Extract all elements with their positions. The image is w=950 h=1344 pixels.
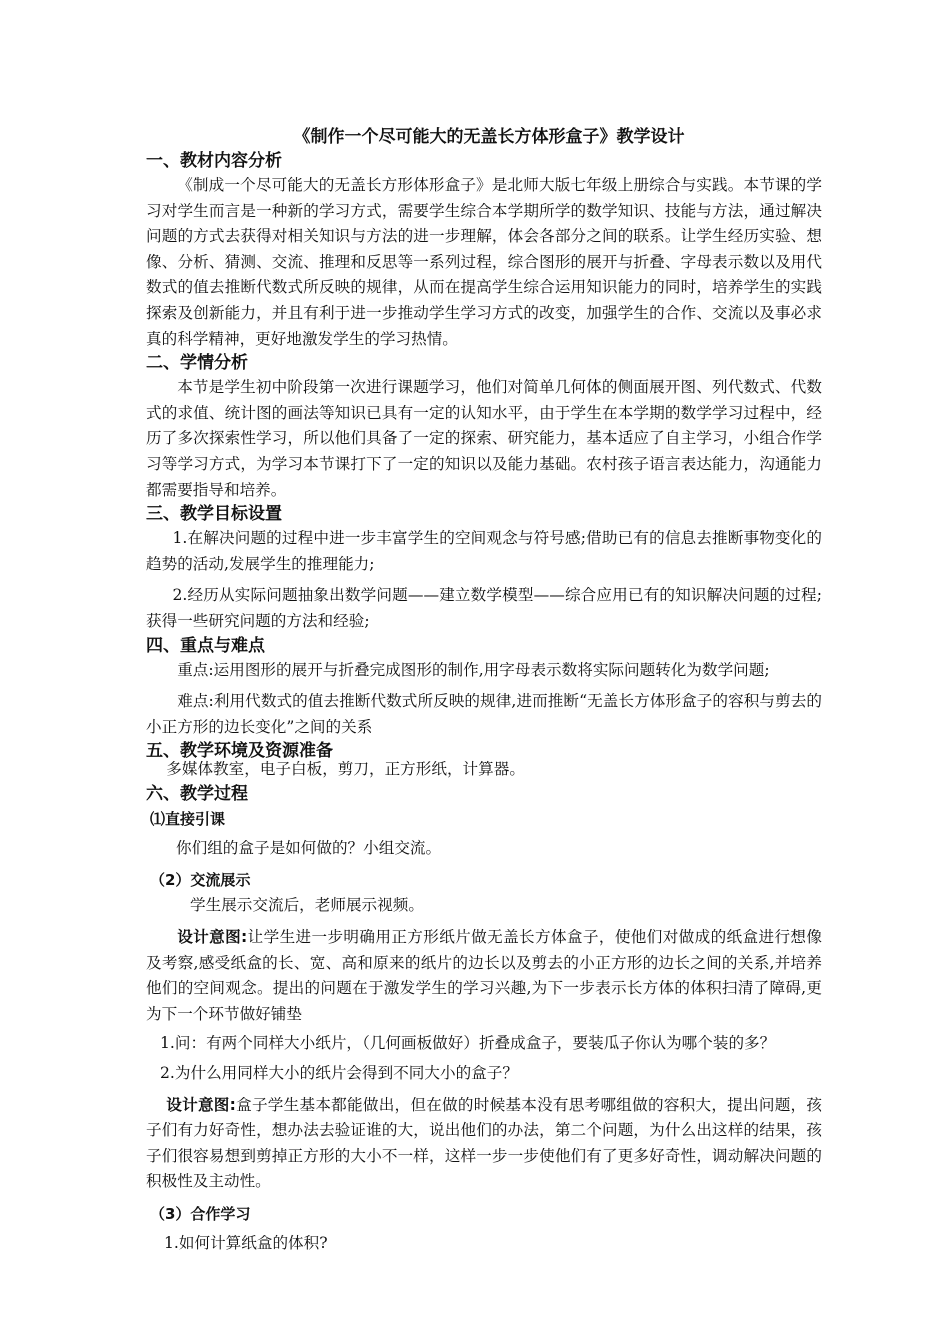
document-title: 《制作一个尽可能大的无盖长方体形盒子》教学设计 <box>293 127 685 147</box>
key-point: 重点:运用图形的展开与折叠完成图形的制作,用字母表示数将实际问题转化为数学问题; <box>177 660 770 679</box>
section-5-paragraph: 多媒体教室，电子白板，剪刀，正方形纸，计算器。 <box>166 760 525 779</box>
design-intent-2 <box>146 1093 822 1195</box>
design-intent-label: 设计意图: <box>166 1095 236 1114</box>
section-1-paragraph: 《制成一个尽可能大的无盖长方形体形盒子》是北师大版七年级上册综合与实践。本节课的学习对学生而言是一种新的学习方式，需要学生综合本学期所学的数学知识、技能与方法，通过解决问题的方式去获得对相关知识与方法的进一步理解，体会各部分之间的联系。让学生经历实验、想像、分析、猜测、交流、推理和反思等一系列过程，综合图形的展开与折叠、字母表示数以及用代数式的值去推断代数式所反映的规律，从而在提高学生综合运用知识能力的同时，培养学生的实践探索及创新能力，并且有利于进一步推动学生学习方式的改变，加强学生的合作、交流以及事必求真的科学精神，更好地激发学生的学习热情。 <box>146 176 822 348</box>
section-heading-6: 六、教学过程 <box>146 783 248 804</box>
objective-item-2: 2.经历从实际问题抽象出数学问题——建立数学模型——综合应用已有的知识解决问题的过程;获得一些研究问题的方法和经验; <box>146 586 822 630</box>
section-heading-4: 四、重点与难点 <box>146 635 265 656</box>
section-heading-3: 三、教学目标设置 <box>146 504 282 525</box>
section-heading-1: 一、教材内容分析 <box>146 151 282 171</box>
design-intent-label: 设计意图: <box>177 928 248 947</box>
subsection-heading-1: ⑴直接引课 <box>150 809 226 828</box>
subsection-3-question-1: 1.如何计算纸盒的体积? <box>164 1234 328 1252</box>
question-2: 2.为什么用同样大小的纸片会得到不同大小的盒子？ <box>160 1064 518 1083</box>
section-heading-5: 五、教学环境及资源准备 <box>146 741 333 762</box>
design-intent-text: 盒子学生基本都能做出，但在做的时候基本没有思考哪组做的容积大，提出问题，孩子们有力好奇性，想办法去验证谁的大，说出他们的办法，第二个问题，为什么出这样的结果，孩子们很容易想到剪掉正方形的大小不一样，这样一步一步使他们有了更多好奇性，调动解决问题的积极性及主动性。 <box>146 1095 822 1191</box>
question-1: 1.问：有两个同样大小纸片，（几何画板做好）折叠成盒子，要装瓜子你认为哪个装的多？ <box>160 1034 776 1053</box>
objective-item-1: 1.在解决问题的过程中进一步丰富学生的空间观念与符号感;借助已有的信息去推断事物变化的趋势的活动,发展学生的推理能力; <box>146 529 822 573</box>
section-heading-2: 二、学情分析 <box>146 353 248 374</box>
section-2-paragraph: 本节是学生初中阶段第一次进行课题学习，他们对简单几何体的侧面展开图、列代数式、代数式的求值、统计图的画法等知识已具有一定的认知水平，由于学生在本学期的数学学习过程中，经历了多次探索性学习，所以他们具备了一定的探索、研究能力，基本适应了自主学习，小组合作学习等学习方式，为学习本节课打下了一定的知识以及能力基础。农村孩子语言表达能力，沟通能力都需要指导和培养。 <box>146 378 822 499</box>
subsection-heading-3: （3）合作学习 <box>150 1205 251 1223</box>
subsection-2-paragraph: 学生展示交流后，老师展示视频。 <box>190 896 424 915</box>
design-intent-1 <box>146 925 822 1027</box>
subsection-heading-2: （2）交流展示 <box>150 871 251 890</box>
design-intent-text: 让学生进一步明确用正方形纸片做无盖长方体盒子，使他们对做成的纸盒进行想像及考察,感受纸盒的长、宽、高和原来的纸片的边长以及剪去的小正方形的边长之间的关系,并培养他们的空间观念。提出的问题在于激发学生的学习兴趣,为下一步表示长方体的体积扫清了障碍,更为下一个环节做好铺垫 <box>146 928 822 1023</box>
difficult-point: 难点:利用代数式的值去推断代数式所反映的规律,进而推断“无盖长方体形盒子的容积与剪去的小正方形的边长变化”之间的关系 <box>146 692 822 736</box>
subsection-1-paragraph: 你们组的盒子是如何做的？小组交流。 <box>176 838 442 857</box>
